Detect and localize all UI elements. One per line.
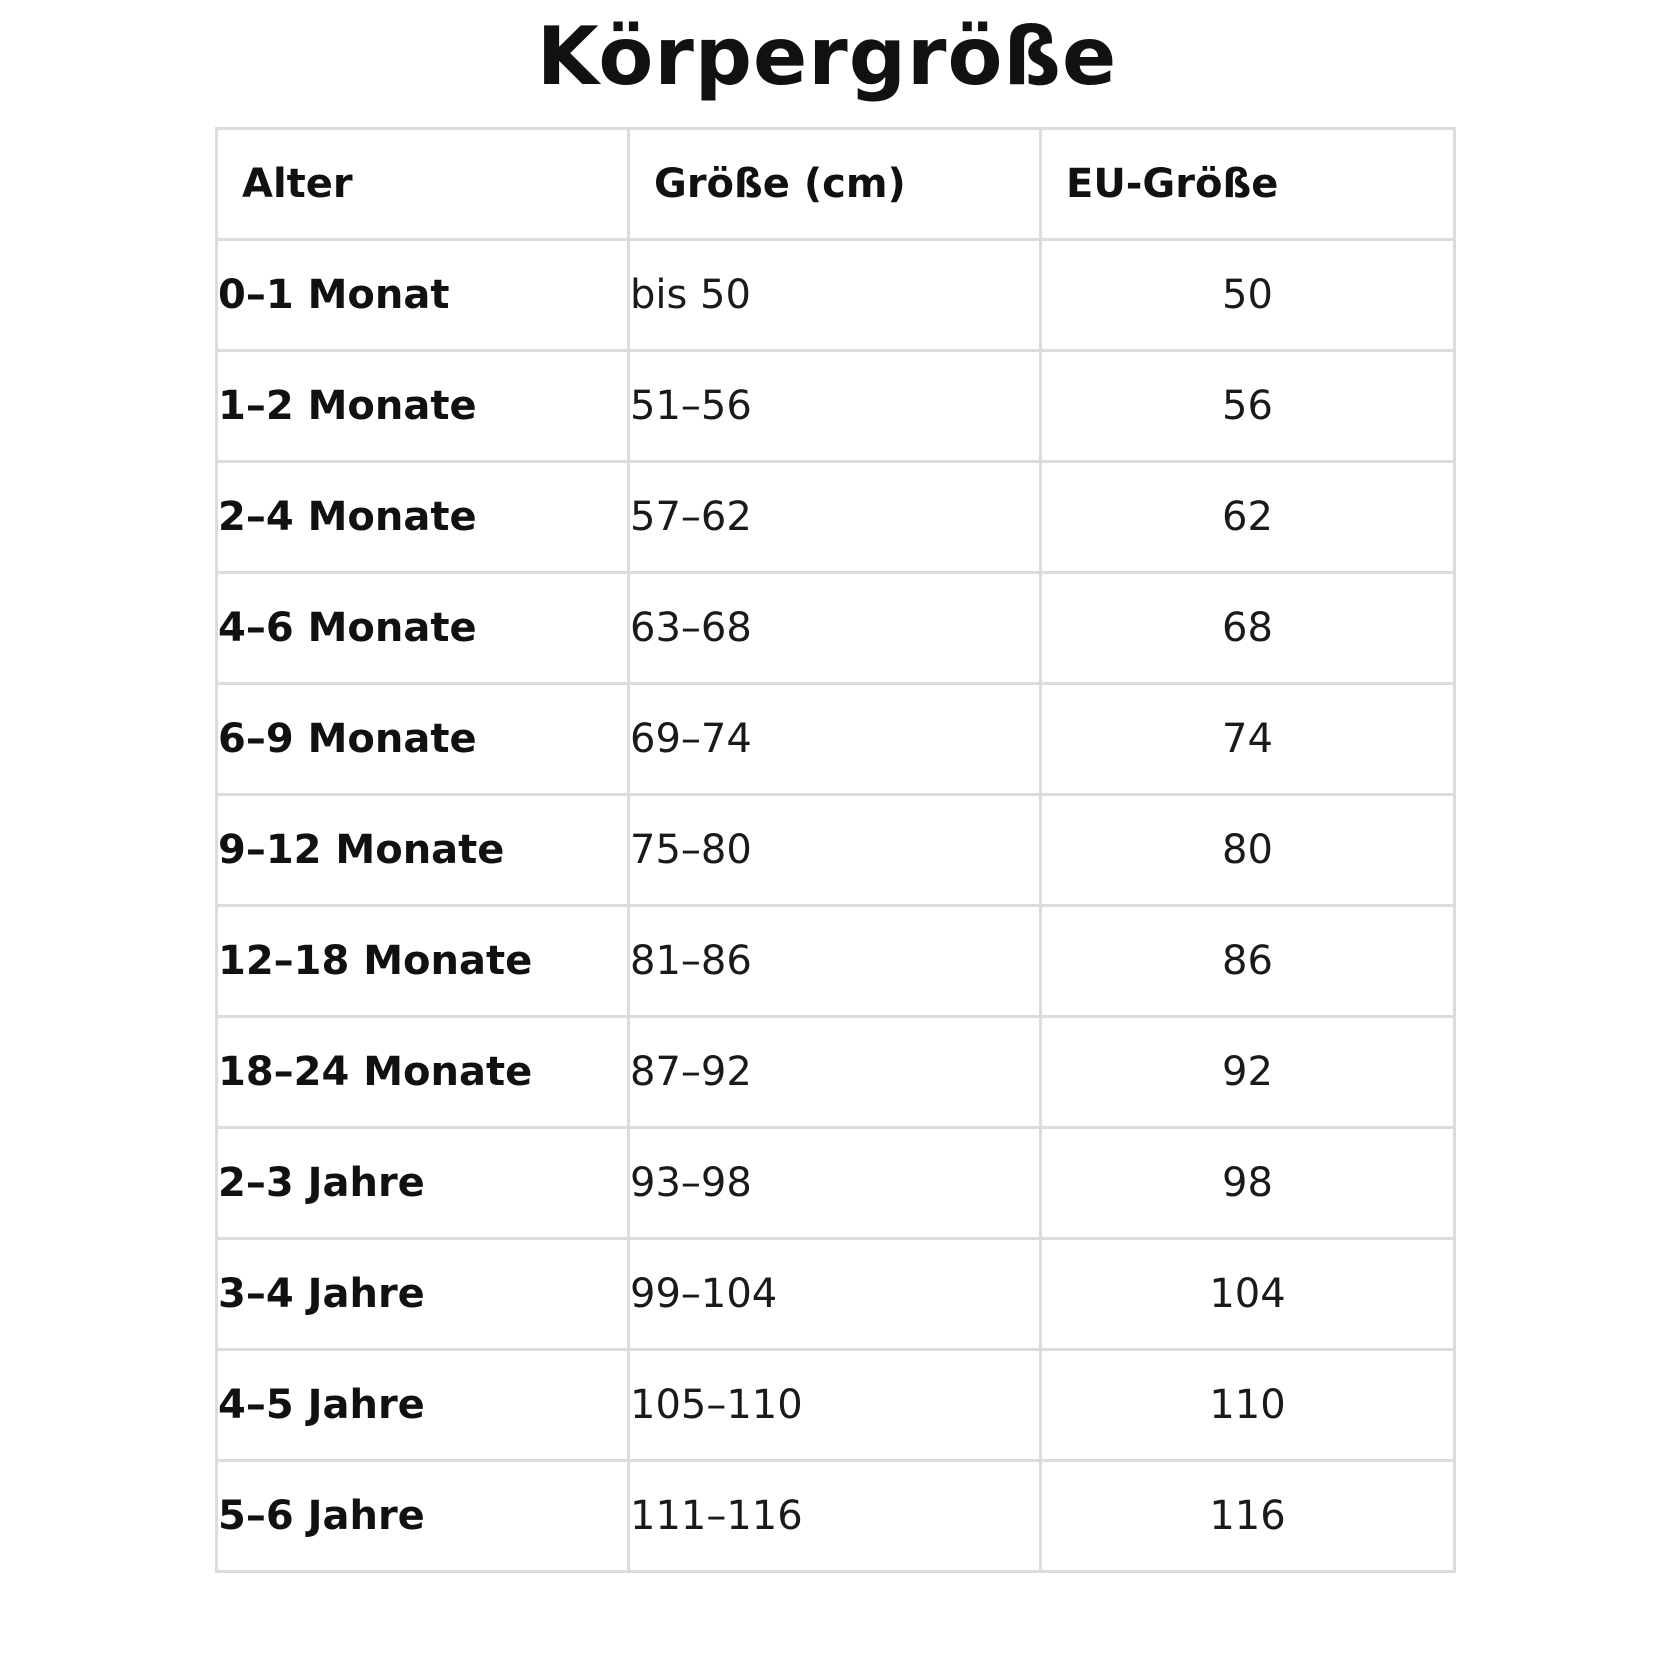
cell-size-cm: 87–92 (629, 1017, 1041, 1128)
table-row (217, 1239, 1455, 1350)
cell-eu-size: 62 (1041, 462, 1455, 573)
cell-eu-size: 56 (1041, 351, 1455, 462)
cell-size-cm: 81–86 (629, 906, 1041, 1017)
page-title: Körpergröße (536, 10, 1118, 103)
table-row (217, 1017, 1455, 1128)
cell-eu-size: 50 (1041, 240, 1455, 351)
header-age: Alter (217, 129, 629, 240)
cell-eu-size: 80 (1041, 795, 1455, 906)
table-header (217, 129, 1455, 240)
cell-eu-size: 116 (1041, 1461, 1455, 1572)
cell-age: 2–4 Monate (217, 462, 629, 573)
table-row (217, 351, 1455, 462)
cell-eu-size: 92 (1041, 1017, 1455, 1128)
cell-age: 0–1 Monat (217, 240, 629, 351)
table-row (217, 906, 1455, 1017)
cell-eu-size: 68 (1041, 573, 1455, 684)
table-row (217, 795, 1455, 906)
cell-eu-size: 98 (1041, 1128, 1455, 1239)
cell-eu-size: 74 (1041, 684, 1455, 795)
cell-size-cm: 69–74 (629, 684, 1041, 795)
header-size-cm: Größe (cm) (629, 129, 1041, 240)
table-row (217, 462, 1455, 573)
cell-age: 2–3 Jahre (217, 1128, 629, 1239)
cell-age: 4–5 Jahre (217, 1350, 629, 1461)
cell-age: 6–9 Monate (217, 684, 629, 795)
cell-size-cm: 75–80 (629, 795, 1041, 906)
cell-size-cm: 63–68 (629, 573, 1041, 684)
table-row (217, 1128, 1455, 1239)
table-row (217, 1350, 1455, 1461)
size-table (215, 127, 1456, 1573)
cell-size-cm: 111–116 (629, 1461, 1041, 1572)
header-eu-size: EU-Größe (1041, 129, 1455, 240)
cell-eu-size: 86 (1041, 906, 1455, 1017)
cell-age: 5–6 Jahre (217, 1461, 629, 1572)
cell-age: 1–2 Monate (217, 351, 629, 462)
cell-size-cm: 105–110 (629, 1350, 1041, 1461)
cell-size-cm: 93–98 (629, 1128, 1041, 1239)
cell-size-cm: 99–104 (629, 1239, 1041, 1350)
cell-age: 9–12 Monate (217, 795, 629, 906)
cell-age: 18–24 Monate (217, 1017, 629, 1128)
cell-size-cm: 51–56 (629, 351, 1041, 462)
table-row (217, 240, 1455, 351)
cell-age: 12–18 Monate (217, 906, 629, 1017)
table-row (217, 684, 1455, 795)
cell-size-cm: 57–62 (629, 462, 1041, 573)
header-row (217, 129, 1455, 240)
cell-eu-size: 104 (1041, 1239, 1455, 1350)
cell-size-cm: bis 50 (629, 240, 1041, 351)
table-row (217, 1461, 1455, 1572)
cell-age: 4–6 Monate (217, 573, 629, 684)
cell-eu-size: 110 (1041, 1350, 1455, 1461)
table-body (217, 240, 1455, 1572)
cell-age: 3–4 Jahre (217, 1239, 629, 1350)
table-row (217, 573, 1455, 684)
